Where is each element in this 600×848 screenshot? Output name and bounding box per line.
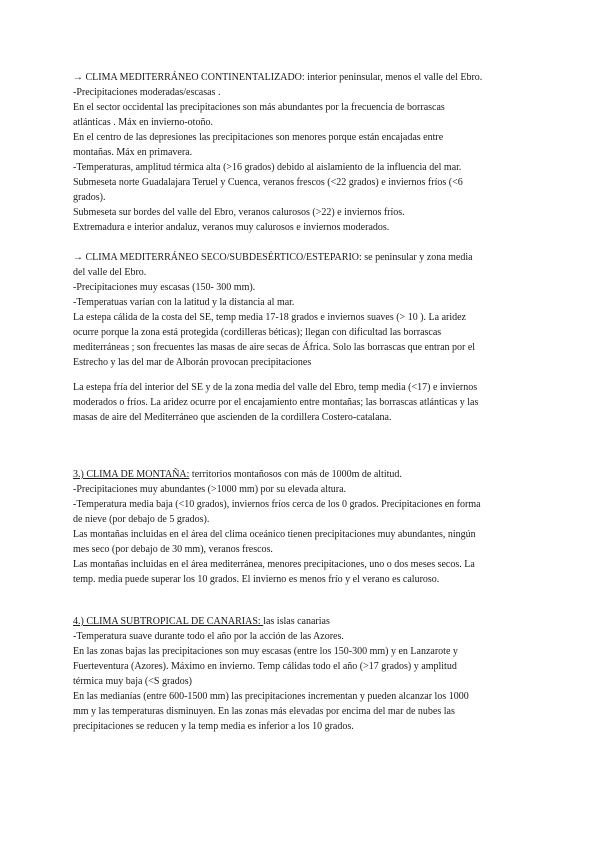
text-line: La estepa cálida de la costa del SE, temp media 17-18 grados e inviernos suaves (> 10 ). La aridez	[73, 312, 466, 323]
text-line: temp. media puede superar los 10 grados. El invierno es menos frío y el verano es caluroso.	[73, 574, 440, 585]
text-line: -Precipitaciones moderadas/escasas .	[73, 87, 221, 98]
text-line: Submeseta norte Guadalajara Teruel y Cuenca, veranos frescos (<22 grados) e inviernos fríos (<6	[73, 177, 463, 188]
text-line: mediterráneas ; son frecuentes las masas de aire secas de África. Solo las borrascas que entran por el	[73, 342, 476, 353]
text-line: mm y las temperaturas disminuyen. En las zonas más elevadas por encima del mar de nubes las	[73, 706, 455, 717]
text-line: de nieve (por debajo de 5 grados).	[73, 514, 210, 525]
text-line: -Temperaturas, amplitud térmica alta (>16 grados) debido al aislamiento de la influencia del mar.	[73, 162, 462, 173]
text-line: Estrecho y las del mar de Alborán provocan precipitaciones	[73, 357, 312, 368]
section3-heading: 3.) CLIMA DE MONTAÑA:	[73, 469, 190, 480]
text-line: térmica muy baja (<S grados)	[73, 676, 192, 687]
text-line: mes seco (por debajo de 30 mm), veranos frescos.	[73, 544, 273, 555]
text-line: ocurre porque la zona está protegida (cordilleras béticas); llegan con dificultad las borrascas	[73, 327, 442, 338]
text-line: grados).	[73, 192, 106, 203]
text-line: En las medianías (entre 600-1500 mm) las precipitaciones incrementan y pueden alcanzar los 1000	[73, 691, 469, 702]
section3-heading-rest: territorios montañosos con más de 1000m de altitud.	[189, 469, 402, 480]
section4-heading-line	[73, 614, 330, 629]
section4-heading-rest: las islas canarias	[263, 616, 330, 627]
text-line: En las zonas bajas las precipitaciones son muy escasas (entre los 150-300 mm) y en Lanzarote y	[73, 646, 458, 657]
text-line: precipitaciones se reducen y la temp media es inferior a los 10 grados.	[73, 721, 354, 732]
text-line: -Temperatura media baja (<10 grados), inviernos fríos cerca de los 0 grados. Precipitaciones en forma	[73, 499, 481, 510]
text-line: Submeseta sur bordes del valle del Ebro, veranos calurosos (>22) e inviernos fríos.	[73, 207, 405, 218]
text-line: del valle del Ebro.	[73, 267, 147, 278]
section4-heading: 4.) CLIMA SUBTROPICAL DE CANARIAS:	[73, 616, 264, 627]
text-line: En el sector occidental las precipitaciones son más abundantes por la frecuencia de borrascas	[73, 102, 445, 113]
section2-heading: → CLIMA MEDITERRÁNEO SECO/SUBDESÉRTICO/ESTEPARIO: se peninsular y zona media	[73, 252, 473, 263]
text-line: Las montañas incluidas en el área mediterránea, menores precipitaciones, uno o dos meses secos. La	[73, 559, 475, 570]
section1-heading: → CLIMA MEDITERRÁNEO CONTINENTALIZADO: interior peninsular, menos el valle del Ebro.	[73, 72, 483, 83]
text-line: -Temperatura suave durante todo el año por la acción de las Azores.	[73, 631, 344, 642]
text-line: Extremadura e interior andaluz, veranos muy calurosos e inviernos moderados.	[73, 222, 390, 233]
text-line: En el centro de las depresiones las precipitaciones son menores porque están encajadas entre	[73, 132, 444, 143]
text-line: Fuerteventura (Azores). Máximo en invierno. Temp cálidas todo el año (>17 grados) y amplitud	[73, 661, 457, 672]
text-line: moderados o fríos. La aridez ocurre por el encajamiento entre montañas; las borrascas atlánticas y las	[73, 397, 479, 408]
text-line: Las montañas incluidas en el área del clima oceánico tienen precipitaciones muy abundantes, ningún	[73, 529, 476, 540]
text-line: -Precipitaciones muy abundantes (>1000 mm) por su elevada altura.	[73, 484, 347, 495]
text-line: -Precipitaciones muy escasas (150- 300 mm).	[73, 282, 256, 293]
text-line: -Temperatuas varían con la latitud y la distancia al mar.	[73, 297, 295, 308]
text-line: atlánticas . Máx en invierno-otoño.	[73, 117, 213, 128]
text-line: La estepa fría del interior del SE y de la zona media del valle del Ebro, temp media (<17) e inviernos	[73, 382, 478, 393]
section3-heading-line	[73, 467, 402, 482]
text-line: montañas. Máx en primavera.	[73, 147, 193, 158]
text-line: masas de aire del Mediterráneo que ascienden de la cordillera Costero-catalana.	[73, 412, 392, 423]
